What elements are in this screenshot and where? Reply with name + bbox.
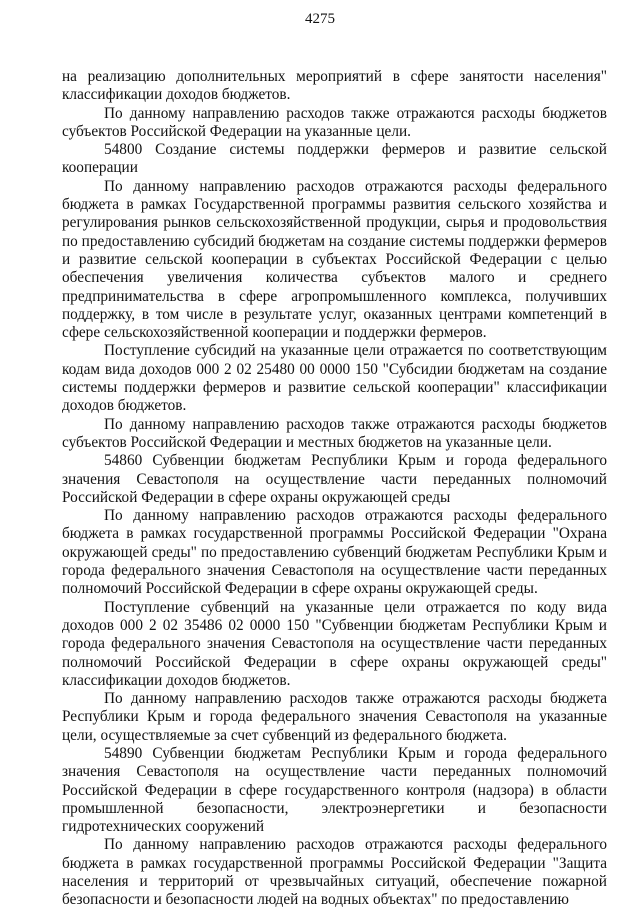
paragraph: По данному направлению расходов также отражаются расходы бюджетов субъектов Российской Федерации на указанные цели.	[62, 104, 607, 140]
paragraph: Поступление субвенций на указанные цели отражается по коду вида доходов 000 2 02 35486 02 0000 150 "Субвенции бюджетам Республики Крым и города федерального значения Севастополя на осуществление части переданных полномочий Российской Федерации в сфере охраны окружающей среды" классификации доходов бюджетов.	[62, 598, 607, 689]
page-number: 4275	[305, 11, 335, 27]
paragraph: По данному направлению расходов отражаются расходы федерального бюджета в рамках Государственной программы развития сельского хозяйства и регулирования рынков сельскохозяйственной продукции, сырья и продовольствия по предоставлению субсидий бюджетам на создание системы поддержки фермеров и развитие сельской кооперации в субъектах Российской Федерации с целью обеспечения увеличения количества субъектов малого и среднего предпринимательства в сфере агропромышленного комплекса, получивших поддержку, в том числе в результате услуг, оказанных центрами компетенций в сфере сельскохозяйственной кооперации и поддержки фермеров.	[62, 177, 607, 342]
paragraph: По данному направлению расходов также отражаются расходы бюджета Республики Крым и города федерального значения Севастополя на указанные цели, осуществляемые за счет субвенций из федерального бюджета.	[62, 690, 607, 744]
paragraph: По данному направлению расходов отражаются расходы федерального бюджета в рамках государственной программы Российской Федерации "Охрана окружающей среды" по предоставлению субвенций бюджетам Республики Крым и города федерального значения Севастополя на осуществление части переданных полномочий Российской Федерации в сфере охраны окружающей среды.	[62, 507, 607, 598]
body-text	[62, 68, 607, 910]
paragraph: По данному направлению расходов также отражаются расходы бюджетов субъектов Российской Федерации и местных бюджетов на указанные цели.	[62, 415, 607, 451]
paragraph: По данному направлению расходов отражаются расходы федерального бюджета в рамках государственной программы Российской Федерации "Защита населения и территорий от чрезвычайных ситуаций, обеспечение пожарной безопасности и безопасности людей на водных объектах" по предоставлению	[62, 836, 607, 909]
section-heading-54890: 54890 Субвенции бюджетам Республики Крым и города федерального значения Севастополя на осуществление части переданных полномочий Российской Федерации в сфере государственного контроля (надзора) в области промышленной безопасности, электроэнергетики и безопасности гидротехнических сооружений	[62, 744, 607, 836]
section-heading-54800: 54800 Создание системы поддержки фермеров и развитие сельской кооперации	[62, 141, 607, 177]
paragraph-continuation: на реализацию дополнительных мероприятий в сфере занятости населения" классификации доходов бюджетов.	[62, 68, 607, 104]
paragraph: Поступление субсидий на указанные цели отражается по соответствующим кодам вида доходов 000 2 02 25480 00 0000 150 "Субсидии бюджетам на создание системы поддержки фермеров и развитие сельской кооперации" классификации доходов бюджетов.	[62, 342, 607, 415]
section-heading-54860: 54860 Субвенции бюджетам Республики Крым и города федерального значения Севастополя на осуществление части переданных полномочий Российской Федерации в сфере охраны окружающей среды	[62, 452, 607, 506]
